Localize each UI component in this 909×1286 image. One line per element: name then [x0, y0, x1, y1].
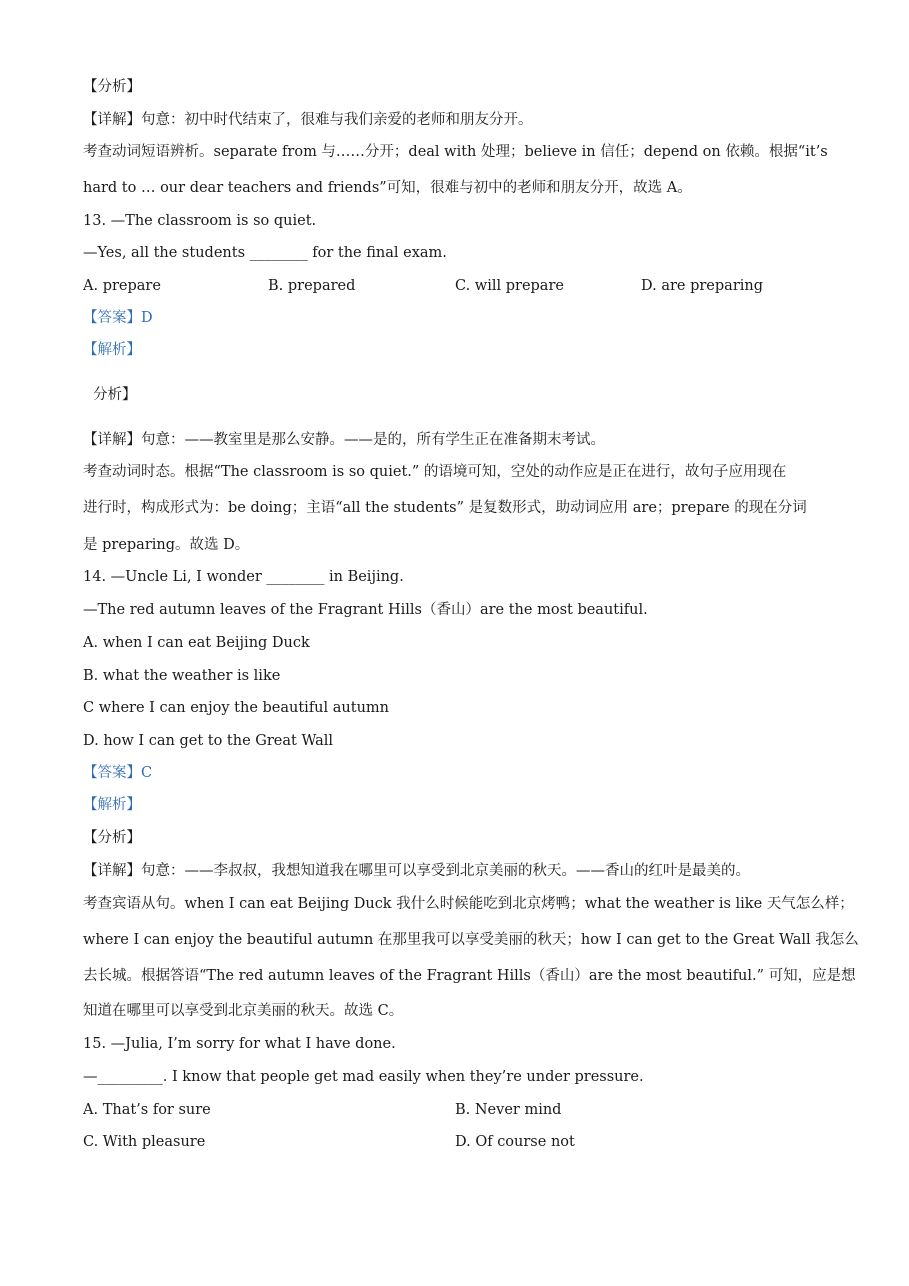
detail-explanation: 【详解】句意：——教室里是那么安静。——是的，所有学生正在准备期末考试。: [83, 432, 605, 448]
explanation-line: 考查宾语从句。when I can eat Beijing Duck 我什么时候能吃到北京烤鸭；what the weather is like 天气怎么样；: [83, 896, 854, 912]
option-a: A. That’s for sure: [83, 1102, 211, 1118]
analysis-label: 【分析】: [83, 830, 141, 846]
analysis-label: 【分析】: [83, 79, 141, 95]
question-stem: —The red autumn leaves of the Fragrant Hills（香山）are the most beautiful.: [83, 602, 648, 618]
option-b: B. what the weather is like: [83, 668, 281, 684]
option-d: D. are preparing: [641, 278, 764, 294]
explanation-line: 考查动词时态。根据“The classroom is so quiet.” 的语境可知，空处的动作应是正在进行，故句子应用现在: [83, 464, 787, 480]
question-stem: 13. —The classroom is so quiet.: [83, 213, 317, 229]
explanation-line: hard to … our dear teachers and friends”可知，很难与初中的老师和朋友分开，故选 A。: [83, 180, 692, 196]
detail-explanation: 【详解】句意：初中时代结束了，很难与我们亲爱的老师和朋友分开。: [83, 112, 533, 128]
option-b: B. prepared: [268, 278, 356, 294]
answer-label: 【答案】D: [83, 310, 153, 326]
question-stem: —Yes, all the students ________ for the final exam.: [83, 245, 447, 261]
answer-label: 【答案】C: [83, 765, 153, 781]
analysis-label: 分析】: [93, 387, 137, 403]
question-stem: 14. —Uncle Li, I wonder ________ in Beijing.: [83, 569, 404, 585]
option-a: A. prepare: [83, 278, 161, 294]
option-c: C where I can enjoy the beautiful autumn: [83, 700, 390, 716]
explanation-line: 考查动词短语辨析。separate from 与……分开；deal with 处理；believe in 信任；depend on 依赖。根据“it’s: [83, 144, 828, 160]
option-d: D. Of course not: [455, 1134, 575, 1150]
explanation-line: 是 preparing。故选 D。: [83, 537, 250, 553]
option-a: A. when I can eat Beijing Duck: [83, 635, 310, 651]
explanation-line: 进行时，构成形式为：be doing；主语“all the students” 是复数形式，助动词应用 are；prepare 的现在分词: [83, 500, 807, 516]
detail-explanation: 【详解】句意：——李叔叔，我想知道我在哪里可以享受到北京美丽的秋天。——香山的红叶是最美的。: [83, 863, 750, 879]
question-stem: 15. —Julia, I’m sorry for what I have done.: [83, 1036, 396, 1052]
explanation-line: 去长城。根据答语“The red autumn leaves of the Fragrant Hills（香山）are the most beautiful.” 可知，应是想: [83, 968, 856, 984]
option-c: C. With pleasure: [83, 1134, 206, 1150]
option-c: C. will prepare: [455, 278, 564, 294]
question-stem: —_________. I know that people get mad easily when they’re under pressure.: [83, 1069, 644, 1085]
option-b: B. Never mind: [455, 1102, 562, 1118]
analysis-heading: 【解析】: [83, 342, 141, 358]
explanation-line: where I can enjoy the beautiful autumn 在那里我可以享受美丽的秋天；how I can get to the Great Wall 我怎么: [83, 932, 859, 948]
explanation-line: 知道在哪里可以享受到北京美丽的秋天。故选 C。: [83, 1003, 404, 1019]
analysis-heading: 【解析】: [83, 797, 141, 813]
option-d: D. how I can get to the Great Wall: [83, 733, 334, 749]
